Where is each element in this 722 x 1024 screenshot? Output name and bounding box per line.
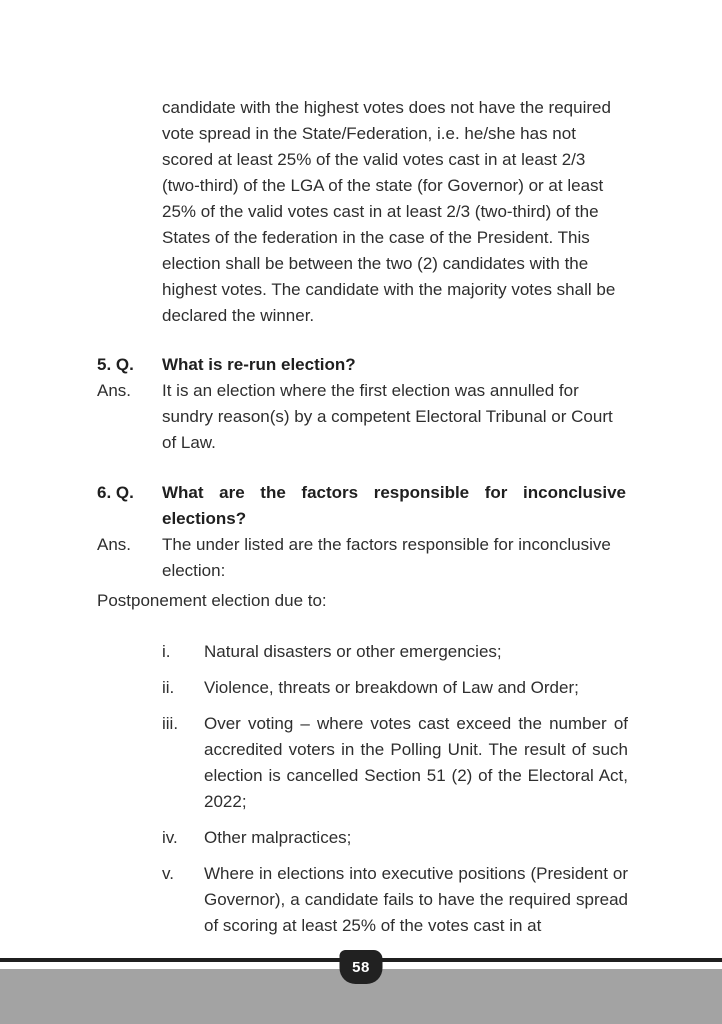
- qa-item-6: [97, 480, 628, 584]
- list-item: [162, 675, 628, 701]
- question-number-6: 6. Q.: [97, 483, 134, 502]
- postponement-heading: Postponement election due to:: [97, 591, 327, 610]
- paragraph-continuation: candidate with the highest votes does not have the required vote spread in the State/Federation, i.e. he/she has not scored at least 25% of the valid votes cast in at least 2/3 (two-third) of the LGA of the state (for Governor) or at least 25% of the valid votes cast in at least 2/3 (two-third) of the States of the federation in the case of the President. This election shall be between the two (2) candidates with the highest votes. The candidate with the majority votes shall be declared the winner.: [162, 98, 616, 325]
- list-item: [162, 825, 628, 851]
- list-item-numeral: iv.: [162, 828, 178, 847]
- list-item: [162, 861, 628, 939]
- answer-label-6: Ans.: [97, 535, 132, 554]
- list-item-numeral: v.: [162, 864, 174, 883]
- qa-item-5: [97, 352, 628, 456]
- list-item: [162, 639, 628, 665]
- answer-text-6: The under listed are the factors responsible for inconclusive election:: [162, 535, 611, 580]
- page-number: 58: [352, 958, 370, 976]
- question-text-5: What is re-run election?: [162, 355, 356, 374]
- list-item-text: Other malpractices;: [204, 828, 352, 847]
- factors-list: [97, 639, 628, 939]
- list-item-numeral: ii.: [162, 678, 175, 697]
- list-item-text: Where in elections into executive positions (President or Governor), a candidate fails to have the required spread of scoring at least 25% of the votes cast in at: [204, 864, 628, 935]
- answer-label-5: Ans.: [97, 381, 132, 400]
- question-text-6: What are the factors responsible for inconclusive elections?: [162, 483, 626, 528]
- list-item-text: Over voting – where votes cast exceed the number of accredited voters in the Polling Unit. The result of such election is cancelled Section 51 (2) of the Electoral Act, 2022;: [204, 714, 628, 811]
- list-item-text: Natural disasters or other emergencies;: [204, 642, 502, 661]
- list-item-text: Violence, threats or breakdown of Law and Order;: [204, 678, 579, 697]
- question-row-6: [97, 480, 628, 532]
- question-row-5: [97, 352, 628, 378]
- question-number-5: 5. Q.: [97, 355, 134, 374]
- answer-row-6: [97, 532, 628, 584]
- answer-row-5: [97, 378, 628, 456]
- list-item-numeral: iii.: [162, 714, 179, 733]
- list-item-numeral: i.: [162, 642, 171, 661]
- page-content: [97, 95, 628, 949]
- list-item: [162, 711, 628, 815]
- page-number-badge: [340, 950, 383, 984]
- answer-text-5: It is an election where the first election was annulled for sundry reason(s) by a competent Electoral Tribunal or Court of Law.: [162, 381, 613, 452]
